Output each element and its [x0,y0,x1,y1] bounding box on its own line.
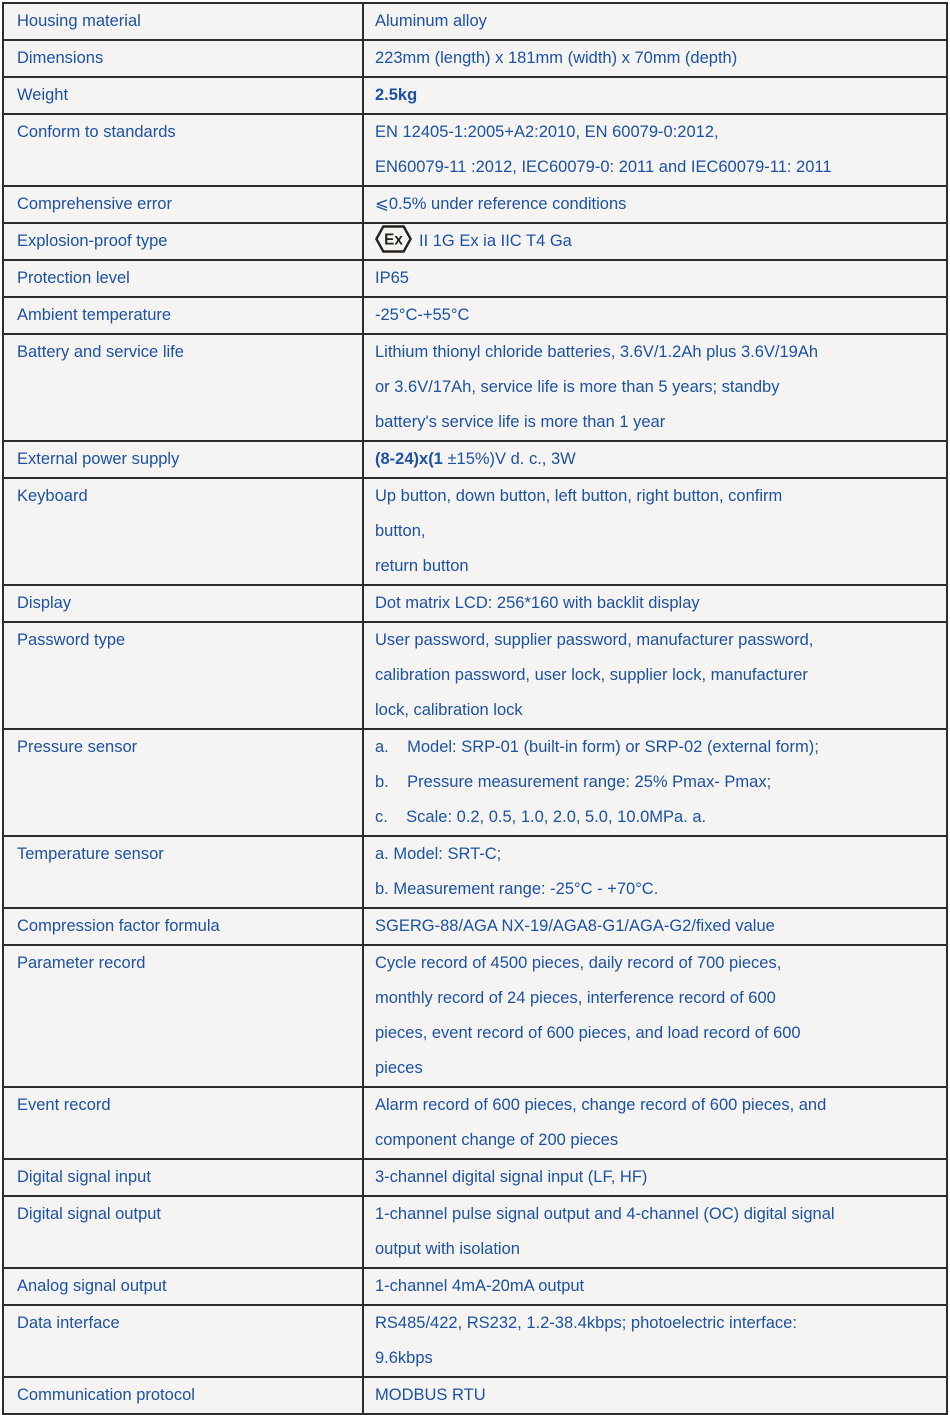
spec-value-cell [364,261,946,296]
spec-value-text: Up button, down button, left button, right button, confirm [375,487,783,505]
spec-value-line [375,187,940,222]
table-row [4,440,946,477]
spec-value-text: pieces, event record of 600 pieces, and load record of 600 [375,1024,801,1042]
spec-value-cell [364,479,946,584]
table-row [4,39,946,76]
spec-value-line [375,981,940,1016]
spec-value-cell [364,78,946,113]
spec-value-text: ±15%)V d. c., 3W [442,450,576,468]
spec-label-cell [4,837,364,907]
spec-value-cell [364,115,946,185]
spec-label-cell [4,442,364,477]
table-row [4,333,946,440]
spec-label-cell [4,261,364,296]
spec-value-line [375,730,940,765]
spec-label-cell [4,224,364,259]
spec-value-text: ⩽0.5% under reference conditions [375,195,627,213]
table-row [4,1195,946,1267]
spec-value-line [375,1197,940,1232]
spec-value-cell [364,335,946,440]
spec-label: Data interface [17,1314,120,1332]
spec-value-line [375,549,940,584]
spec-value-line [375,1306,940,1341]
spec-label: Compression factor formula [17,917,220,935]
spec-label-cell [4,1197,364,1267]
spec-value-cell [364,1088,946,1158]
table-row [4,584,946,621]
table-row [4,185,946,222]
spec-value-text: 2.5kg [375,86,418,104]
spec-label: Dimensions [17,49,104,67]
spec-value-text: calibration password, user lock, supplier lock, manufacturer [375,666,808,684]
spec-label-cell [4,298,364,333]
table-row [4,621,946,728]
table-row [4,477,946,584]
spec-value-line [375,78,940,113]
spec-value-text: output with isolation [375,1240,520,1258]
spec-value-line [375,1160,940,1195]
spec-value-line [375,41,940,76]
spec-label-cell [4,623,364,728]
spec-value-cell [364,442,946,477]
spec-value-text: Alarm record of 600 pieces, change record of 600 pieces, and [375,1096,827,1114]
spec-label-cell [4,909,364,944]
spec-value-line [375,837,940,872]
spec-value-text: -25°C-+55°C [375,306,470,324]
spec-value-text: button, [375,522,426,540]
spec-value-text: b. Pressure measurement range: 25% Pmax- Pmax; [375,773,772,791]
spec-value-text: MODBUS RTU [375,1386,486,1404]
table-row [4,222,946,259]
spec-value-line [375,693,940,728]
table-row [4,907,946,944]
spec-value-text: battery's service life is more than 1 year [375,413,666,431]
spec-value-line [375,765,940,800]
spec-value-text: Aluminum alloy [375,12,487,30]
spec-value-line [375,150,940,185]
spec-label-cell [4,335,364,440]
spec-value-line [375,115,940,150]
spec-value-cell [364,1197,946,1267]
spec-value-text: User password, supplier password, manufacturer password, [375,631,814,649]
table-row [4,1304,946,1376]
table-row [4,1158,946,1195]
spec-value-text: return button [375,557,469,575]
spec-value-line [375,1232,940,1267]
table-row [4,4,946,39]
spec-label: Weight [17,86,69,104]
spec-value-text: a. Model: SRP-01 (built-in form) or SRP-02 (external form); [375,738,819,756]
spec-label-cell [4,730,364,835]
table-row [4,1376,946,1413]
spec-label: Protection level [17,269,130,287]
spec-value-text: 9.6kbps [375,1349,433,1367]
spec-value-cell [364,623,946,728]
spec-label: Parameter record [17,954,146,972]
spec-value-text: IP65 [375,269,409,287]
spec-value-text: 223mm (length) x 181mm (width) x 70mm (depth) [375,49,738,67]
spec-value-cell [364,224,946,259]
spec-label: Housing material [17,12,141,30]
spec-label: Communication protocol [17,1386,195,1404]
spec-value-text: lock, calibration lock [375,701,523,719]
spec-label-cell [4,1088,364,1158]
spec-label: Temperature sensor [17,845,164,863]
table-row [4,1086,946,1158]
spec-label: Password type [17,631,126,649]
ex-certification-icon [375,225,412,253]
svg-text:Ex: Ex [384,231,403,249]
spec-value-cell [364,837,946,907]
spec-value-text: Dot matrix LCD: 256*160 with backlit display [375,594,700,612]
spec-value-line [375,442,940,477]
spec-label-cell [4,1269,364,1304]
spec-value-line [375,623,940,658]
spec-value-line [375,1123,940,1158]
spec-value-line [375,1378,940,1413]
spec-label: Analog signal output [17,1277,167,1295]
spec-value-text: 1-channel pulse signal output and 4-channel (OC) digital signal [375,1205,835,1223]
spec-value-line [375,800,940,835]
table-row [4,259,946,296]
spec-value-text: component change of 200 pieces [375,1131,619,1149]
spec-value-line [375,261,940,296]
spec-value-line [375,514,940,549]
spec-label: Keyboard [17,487,88,505]
table-row [4,944,946,1086]
spec-value-line [375,1341,940,1376]
spec-value-line [375,872,940,907]
spec-value-line [375,909,940,944]
spec-value-cell [364,946,946,1086]
spec-value-text: b. Measurement range: -25°C - +70°C. [375,880,659,898]
spec-value-text: 3-channel digital signal input (LF, HF) [375,1168,648,1186]
spec-label-cell [4,187,364,222]
spec-value-text: monthly record of 24 pieces, interference record of 600 [375,989,776,1007]
spec-label-cell [4,586,364,621]
spec-value-line [375,1088,940,1123]
spec-value-cell [364,1160,946,1195]
spec-label: Comprehensive error [17,195,172,213]
spec-value-cell [364,586,946,621]
spec-value-text: 1-channel 4mA-20mA output [375,1277,585,1295]
table-row [4,728,946,835]
spec-value-text: II 1G Ex ia IIC T4 Ga [419,232,572,250]
spec-label-cell [4,41,364,76]
spec-value-cell [364,909,946,944]
spec-value-cell [364,1306,946,1376]
spec-value-text: EN 12405-1:2005+A2:2010, EN 60079-0:2012, [375,123,719,141]
spec-value-line [375,1269,940,1304]
spec-label: Explosion-proof type [17,232,168,250]
spec-value-text: (8-24)x(1 [375,450,443,468]
spec-value-text: c. Scale: 0.2, 0.5, 1.0, 2.0, 5.0, 10.0MPa. a. [375,808,707,826]
spec-value-line [375,1016,940,1051]
spec-value-text: EN60079-11 :2012, IEC60079-0: 2011 and IEC60079-11: 2011 [375,158,832,176]
spec-value-cell [364,187,946,222]
spec-value-cell [364,4,946,39]
spec-value-line [375,4,940,39]
spec-label-cell [4,4,364,39]
spec-label: Digital signal input [17,1168,151,1186]
spec-value-line [375,946,940,981]
spec-value-cell [364,41,946,76]
spec-value-cell [364,298,946,333]
spec-label: Ambient temperature [17,306,172,324]
spec-value-text: SGERG-88/AGA NX-19/AGA8-G1/AGA-G2/fixed value [375,917,775,935]
spec-label-cell [4,479,364,584]
specifications-table [2,2,948,1415]
spec-value-cell [364,1378,946,1413]
spec-value-line [375,479,940,514]
spec-value-cell [364,730,946,835]
spec-value-line [375,658,940,693]
spec-value-line [375,335,940,370]
spec-label-cell [4,1306,364,1376]
spec-value-line [375,405,940,440]
spec-value-text: Cycle record of 4500 pieces, daily record of 700 pieces, [375,954,782,972]
spec-value-text: a. Model: SRT-C; [375,845,502,863]
spec-label-cell [4,78,364,113]
spec-value-text: or 3.6V/17Ah, service life is more than 5 years; standby [375,378,780,396]
spec-label: Digital signal output [17,1205,162,1223]
spec-label: Display [17,594,72,612]
spec-label-cell [4,115,364,185]
spec-value-text: RS485/422, RS232, 1.2-38.4kbps; photoelectric interface: [375,1314,797,1332]
spec-value-text: Lithium thionyl chloride batteries, 3.6V/1.2Ah plus 3.6V/19Ah [375,343,819,361]
spec-label-cell [4,946,364,1086]
spec-label: Conform to standards [17,123,176,141]
table-row [4,76,946,113]
spec-value-cell [364,1269,946,1304]
spec-value-line [375,370,940,405]
spec-label-cell [4,1160,364,1195]
spec-value-line [375,586,940,621]
spec-value-line [375,224,940,259]
spec-label-cell [4,1378,364,1413]
table-row [4,835,946,907]
spec-value-line [375,1051,940,1086]
table-row [4,1267,946,1304]
table-row [4,296,946,333]
table-row [4,113,946,185]
spec-value-line [375,298,940,333]
spec-label: External power supply [17,450,180,468]
spec-value-text: pieces [375,1059,423,1077]
spec-label: Event record [17,1096,111,1114]
spec-label: Battery and service life [17,343,184,361]
spec-label: Pressure sensor [17,738,138,756]
